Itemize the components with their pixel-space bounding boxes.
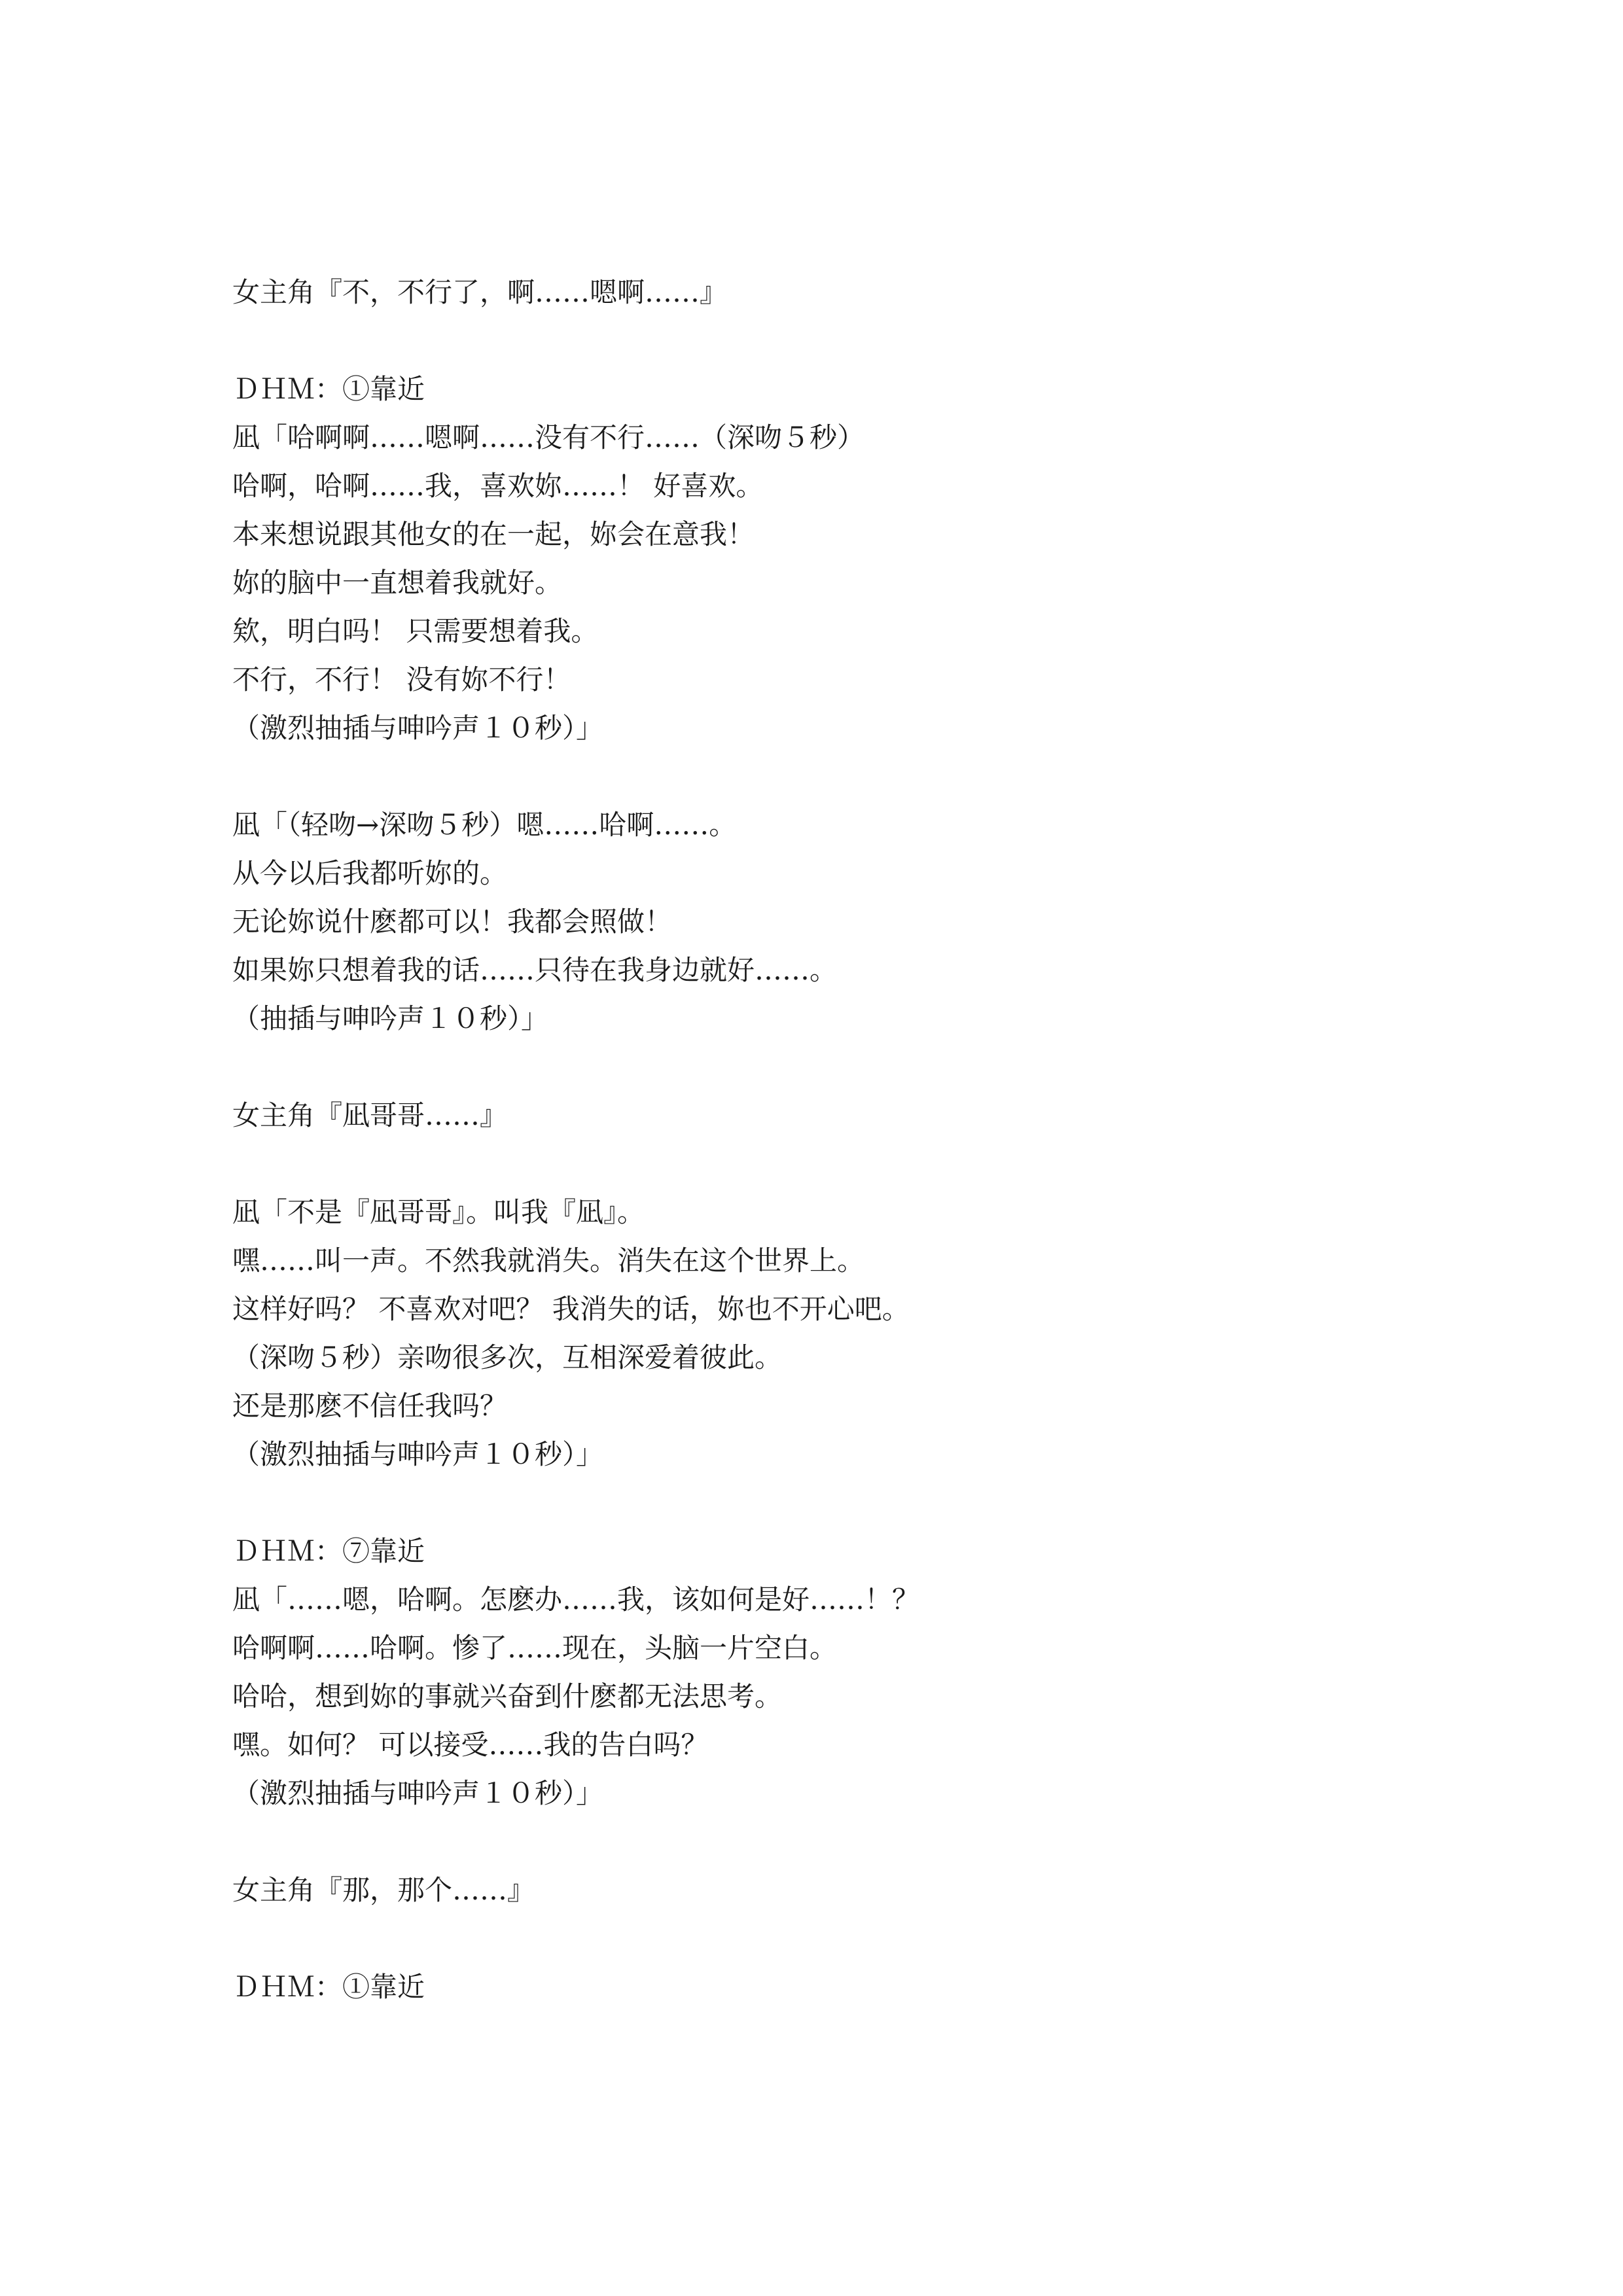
script-line: 凪「不是『凪哥哥』。叫我『凪』。 <box>232 1196 645 1228</box>
script-line: 从今以后我都听妳的。 <box>232 857 508 889</box>
script-line: （深吻５秒）亲吻很多次，互相深爱着彼此。 <box>232 1341 783 1373</box>
script-line: 如果妳只想着我的话……只待在我身边就好……。 <box>232 954 838 986</box>
script-line: 嘿……叫一声。不然我就消失。消失在这个世界上。 <box>232 1245 865 1277</box>
script-line: 凪「哈啊啊……嗯啊……没有不行……（深吻５秒） <box>232 421 865 453</box>
script-line: 哈哈，想到妳的事就兴奋到什麽都无法思考。 <box>232 1680 783 1712</box>
blank-line <box>232 1140 1476 1188</box>
script-line: （抽插与呻吟声１０秒）」 <box>232 1002 549 1034</box>
blank-line <box>232 317 1476 365</box>
script-line: 这样好吗？ 不喜欢对吧？ 我消失的话，妳也不开心吧。 <box>232 1293 910 1325</box>
script-line: 欸，明白吗！ 只需要想着我。 <box>232 615 599 647</box>
blank-line <box>232 752 1476 801</box>
blank-line <box>232 1043 1476 1091</box>
script-line: 嘿。如何？ 可以接受……我的告白吗？ <box>232 1729 709 1761</box>
blank-line <box>232 1915 1476 1963</box>
script-line: 还是那麽不信任我吗？ <box>232 1390 508 1422</box>
stage-direction: ＤＨＭ：①靠近 <box>232 373 425 405</box>
script-line: （激烈抽插与呻吟声１０秒）」 <box>232 712 604 744</box>
script-line: 本来想说跟其他女的在一起，妳会在意我！ <box>232 518 755 550</box>
script-line: 哈啊，哈啊……我，喜欢妳……！ 好喜欢。 <box>232 470 764 502</box>
stage-direction: ＤＨＭ：①靠近 <box>232 1971 425 2003</box>
blank-line <box>232 1818 1476 1866</box>
script-line: 凪「……嗯，哈啊。怎麽办……我，该如何是好……！？ <box>232 1583 920 1616</box>
script-line: 妳的脑中一直想着我就好。 <box>232 567 563 599</box>
script-line: 女主角『不，不行了，啊……嗯啊……』 <box>232 276 728 308</box>
script-line: 女主角『那，那个……』 <box>232 1874 535 1906</box>
script-line: 凪「（轻吻→深吻５秒）嗯……哈啊……。 <box>232 809 737 841</box>
script-line: 女主角『凪哥哥……』 <box>232 1099 508 1131</box>
stage-direction: ＤＨＭ：⑦靠近 <box>232 1535 425 1567</box>
script-body <box>232 268 1476 2011</box>
script-line: 不行，不行！ 没有妳不行！ <box>232 663 571 696</box>
script-line: 无论妳说什麽都可以！我都会照做！ <box>232 906 673 938</box>
script-line: （激烈抽插与呻吟声１０秒）」 <box>232 1777 604 1809</box>
blank-line <box>232 1479 1476 1527</box>
script-line: 哈啊啊……哈啊。惨了……现在，头脑一片空白。 <box>232 1632 838 1664</box>
script-line: （激烈抽插与呻吟声１０秒）」 <box>232 1438 604 1470</box>
